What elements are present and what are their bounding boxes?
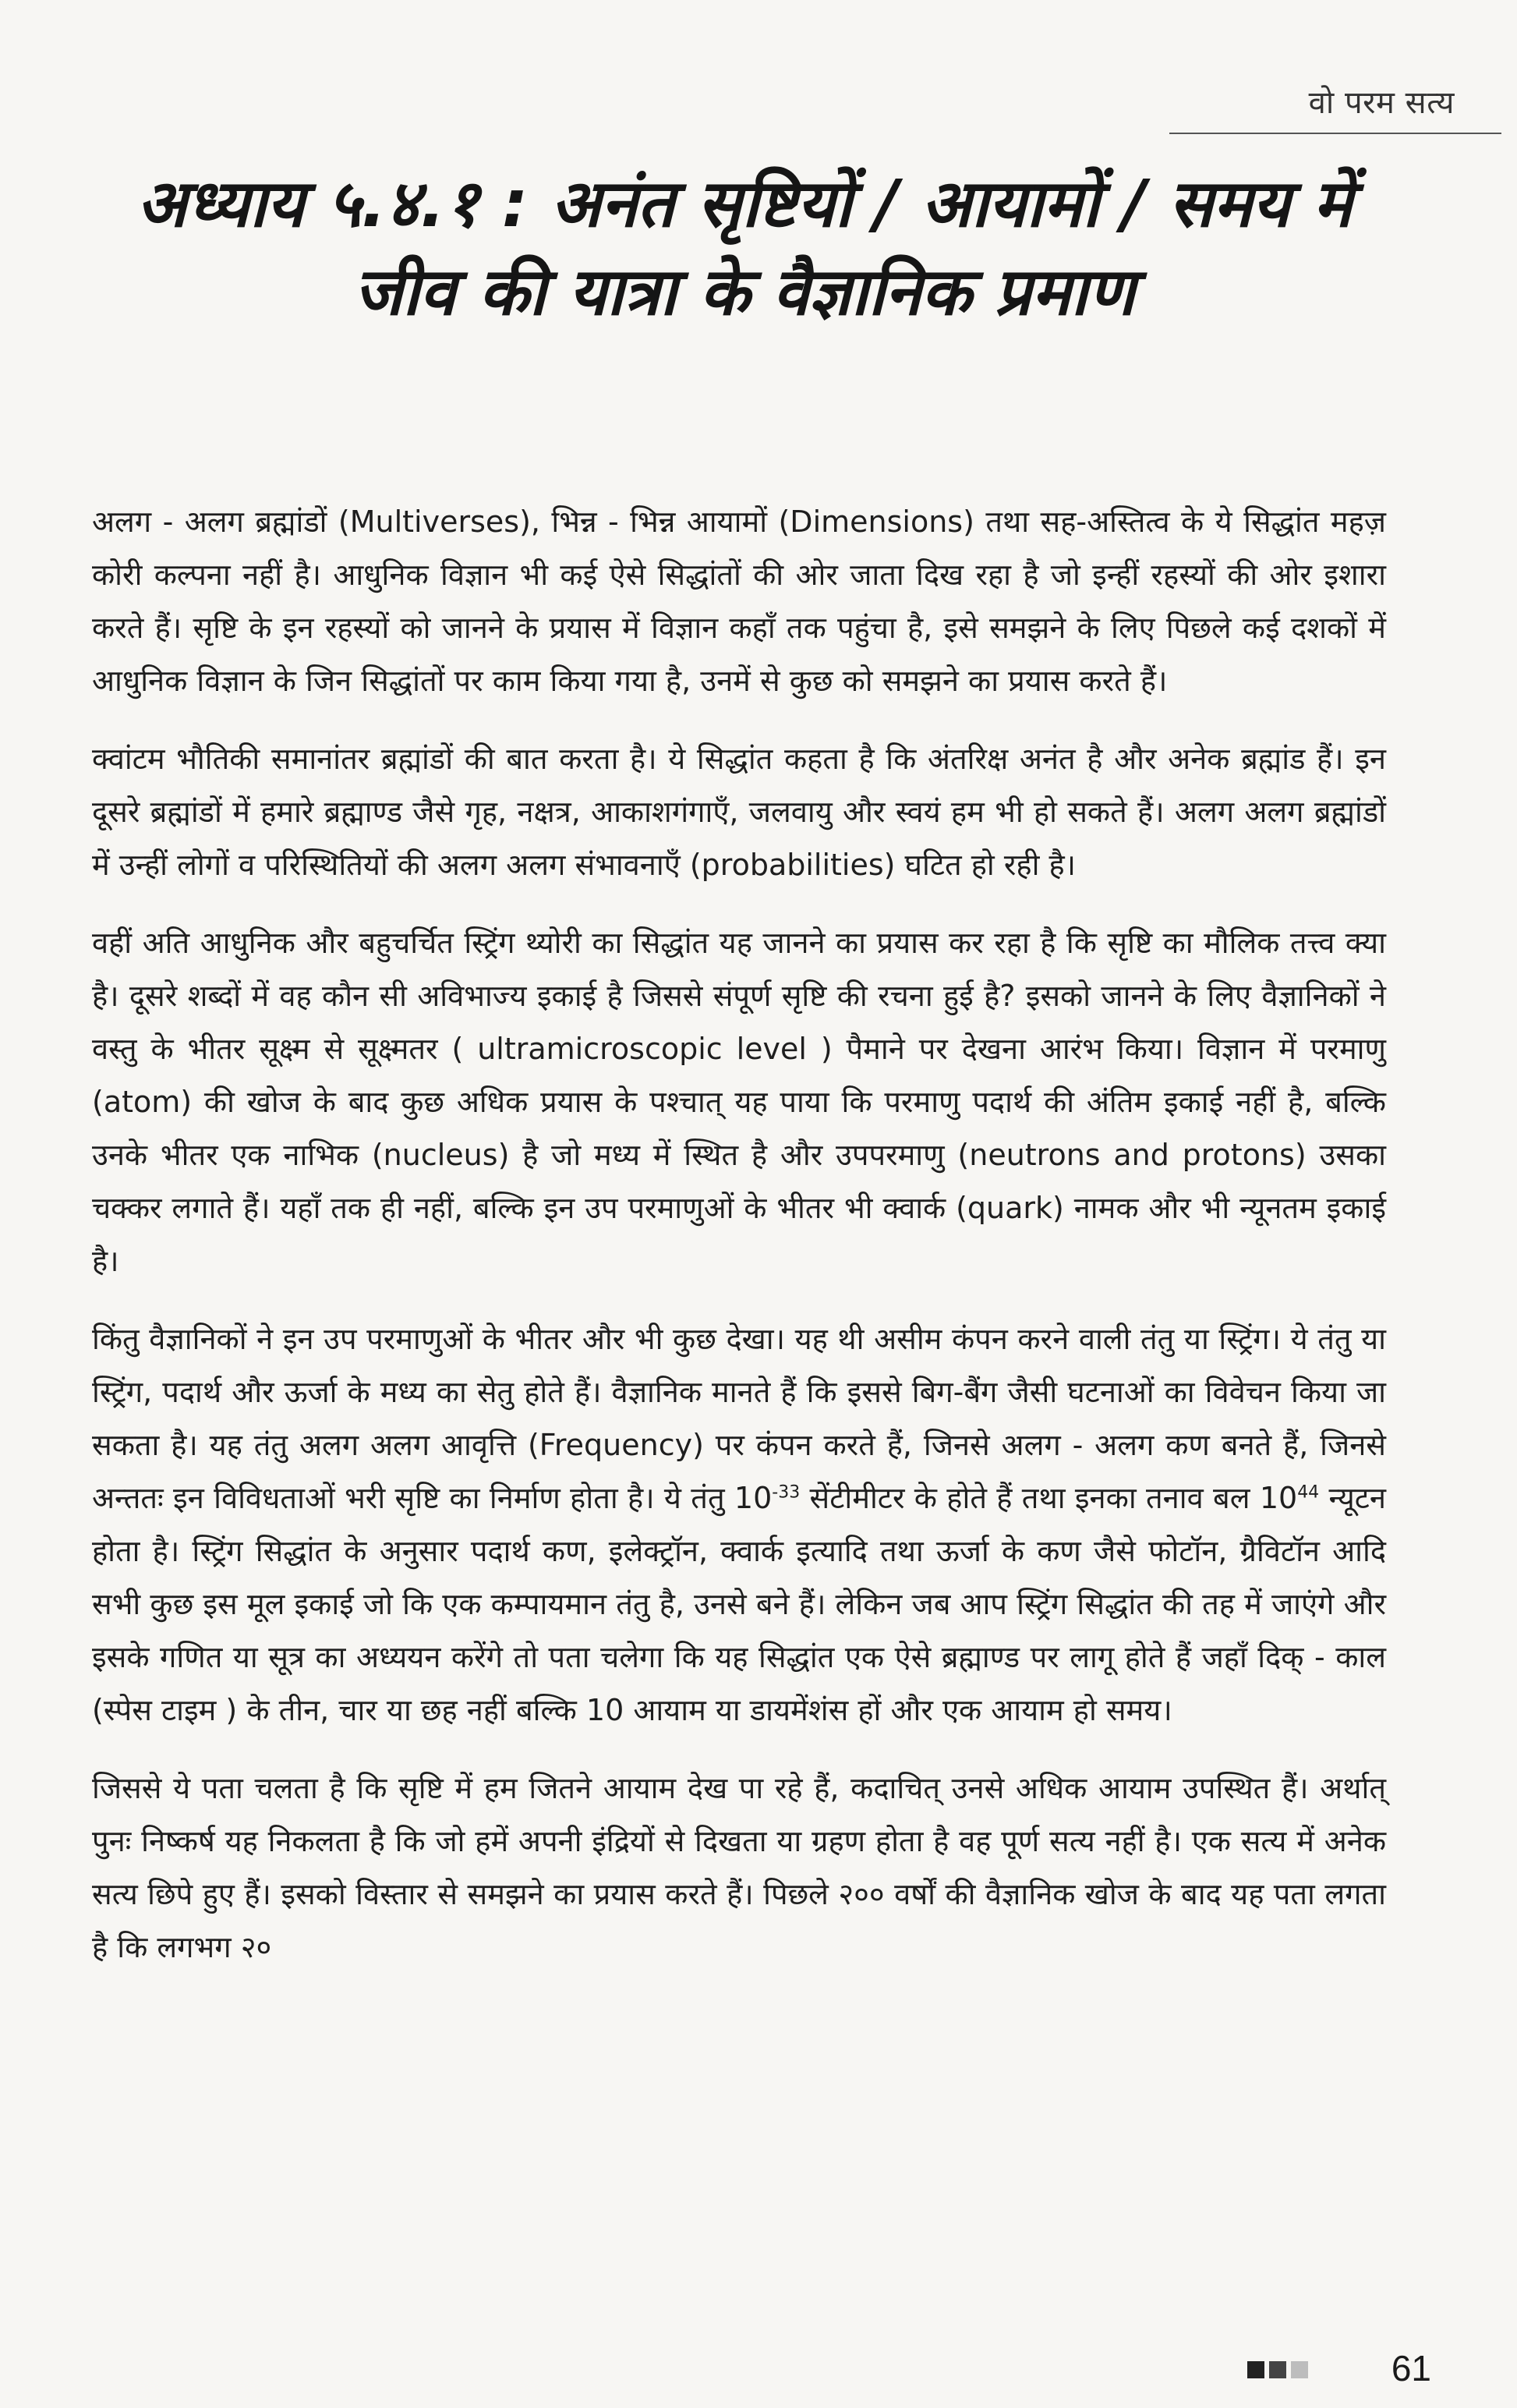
chapter-title-line-2: जीव की यात्रा के वैज्ञानिक प्रमाण xyxy=(353,253,1136,331)
paragraph-3: वहीं अति आधुनिक और बहुचर्चित स्ट्रिंग थ्योरी का सिद्धांत यह जानने का प्रयास कर रहा है कि सृष्टि का मौलिक तत्त्व क्या है। दूसरे शब्दों में वह कौन सी अविभाज्य इकाई है जिससे संपूर्ण सृष्टि की रचना हुई है? इसको जानने के लिए वैज्ञानिकों ने वस्तु के भीतर सूक्ष्म से सूक्ष्मतर ( ultramicroscopic level ) पैमाने पर देखना आरंभ किया। विज्ञान में परमाणु (atom) की खोज के बाद कुछ अधिक प्रयास के पश्चात् यह पाया कि परमाणु पदार्थ की अंतिम इकाई नहीं है, बल्कि उनके भीतर एक नाभिक (nucleus) है जो मध्य में स्थित है और उपपरमाणु (neutrons and protons) उसका चक्कर लगाते हैं। यहाँ तक ही नहीं, बल्कि इन उप परमाणुओं के भीतर भी क्वार्क (quark) नामक और भी न्यूनतम इकाई है। xyxy=(92,926,1386,1278)
paragraph-4-text-2: सेंटीमीटर के होते हैं तथा इनका तनाव बल 10 xyxy=(800,1481,1298,1515)
paragraph-4 xyxy=(92,1312,1386,1737)
paragraph-4-exponent-2: 44 xyxy=(1297,1482,1320,1503)
footer-square-mid xyxy=(1269,2361,1286,2378)
footer-mark xyxy=(1247,2361,1308,2378)
paragraph-2: क्वांटम भौतिकी समानांतर ब्रह्मांडों की बात करता है। ये सिद्धांत कहता है कि अंतरिक्ष अनंत है और अनेक ब्रह्मांड हैं। इन दूसरे ब्रह्मांडों में हमारे ब्रह्माण्ड जैसे गृह, नक्षत्र, आकाशगंगाएँ, जलवायु और स्वयं हम भी हो सकते हैं। अलग अलग ब्रह्मांडों में उन्हीं लोगों व परिस्थितियों की अलग अलग संभावनाएँ (probabilities) घटित हो रही है। xyxy=(92,742,1386,882)
footer-square-light xyxy=(1291,2361,1308,2378)
body-text xyxy=(92,495,1386,1999)
running-head: वो परम सत्य xyxy=(1308,85,1455,121)
paragraph-4-text-1: किंतु वैज्ञानिकों ने इन उप परमाणुओं के भीतर और भी कुछ देखा। यह थी असीम कंपन करने वाली तंतु या स्ट्रिंग। ये तंतु या स्ट्रिंग, पदार्थ और ऊर्जा के मध्य का सेतु होते हैं। वैज्ञानिक मानते हैं कि इससे बिग-बैंग जैसी घटनाओं का विवेचन किया जा सकता है। यह तंतु अलग अलग आवृत्ति (Frequency) पर कंपन करते हैं, जिनसे अलग - अलग कण बनते हैं, जिनसे अन्ततः इन विविधताओं भरी सृष्टि का निर्माण होता है। ये तंतु 10 xyxy=(92,1322,1386,1515)
chapter-title-line-1: अध्याय ५.४.१ : अनंत सृष्टियों / आयामों / समय में xyxy=(136,165,1353,242)
paragraph-5: जिससे ये पता चलता है कि सृष्टि में हम जितने आयाम देख पा रहे हैं, कदाचित् उनसे अधिक आयाम उपस्थित हैं। अर्थात् पुनः निष्कर्ष यह निकलता है कि जो हमें अपनी इंद्रियों से दिखता या ग्रहण होता है वह पूर्ण सत्य नहीं है। एक सत्य में अनेक सत्य छिपे हुए हैं। इसको विस्तार से समझने का प्रयास करते हैं। पिछले २०० वर्षों की वैज्ञानिक खोज के बाद यह पता लगता है कि लगभग २० xyxy=(92,1771,1386,1964)
paragraph-1: अलग - अलग ब्रह्मांडों (Multiverses), भिन्न - भिन्न आयामों (Dimensions) तथा सह-अस्तित्व के ये सिद्धांत महज़ कोरी कल्पना नहीं है। आधुनिक विज्ञान भी कई ऐसे सिद्धांतों की ओर जाता दिख रहा है जो इन्हीं रहस्यों की ओर इशारा करते हैं। सृष्टि के इन रहस्यों को जानने के प्रयास में विज्ञान कहाँ तक पहुंचा है, इसे समझने के लिए पिछले कई दशकों में आधुनिक विज्ञान के जिन सिद्धांतों पर काम किया गया है, उनमें से कुछ को समझने का प्रयास करते हैं। xyxy=(92,505,1386,698)
paragraph-4-text-3: न्यूटन होता है। स्ट्रिंग सिद्धांत के अनुसार पदार्थ कण, इलेक्ट्रॉन, क्वार्क इत्यादि तथा ऊर्जा के कण जैसे फोटॉन, ग्रैविटॉन आदि सभी कुछ इस मूल इकाई जो कि एक कम्पायमान तंतु है, उनसे बने हैं। लेकिन जब आप स्ट्रिंग सिद्धांत की तह में जाएंगे और इसके गणित या सूत्र का अध्ययन करेंगे तो पता चलेगा कि यह सिद्धांत एक ऐसे ब्रह्माण्ड पर लागू होते हैं जहाँ दिक् - काल (स्पेस टाइम ) के तीन, चार या छह नहीं बल्कि 10 आयाम या डायमेंशंस हों और एक आयाम हो समय। xyxy=(92,1481,1386,1727)
chapter-title xyxy=(86,160,1403,337)
running-head-rule xyxy=(1169,133,1501,134)
page-number: 61 xyxy=(1391,2348,1431,2389)
paragraph-4-exponent-1: -33 xyxy=(772,1482,801,1503)
footer-square-dark xyxy=(1247,2361,1264,2378)
